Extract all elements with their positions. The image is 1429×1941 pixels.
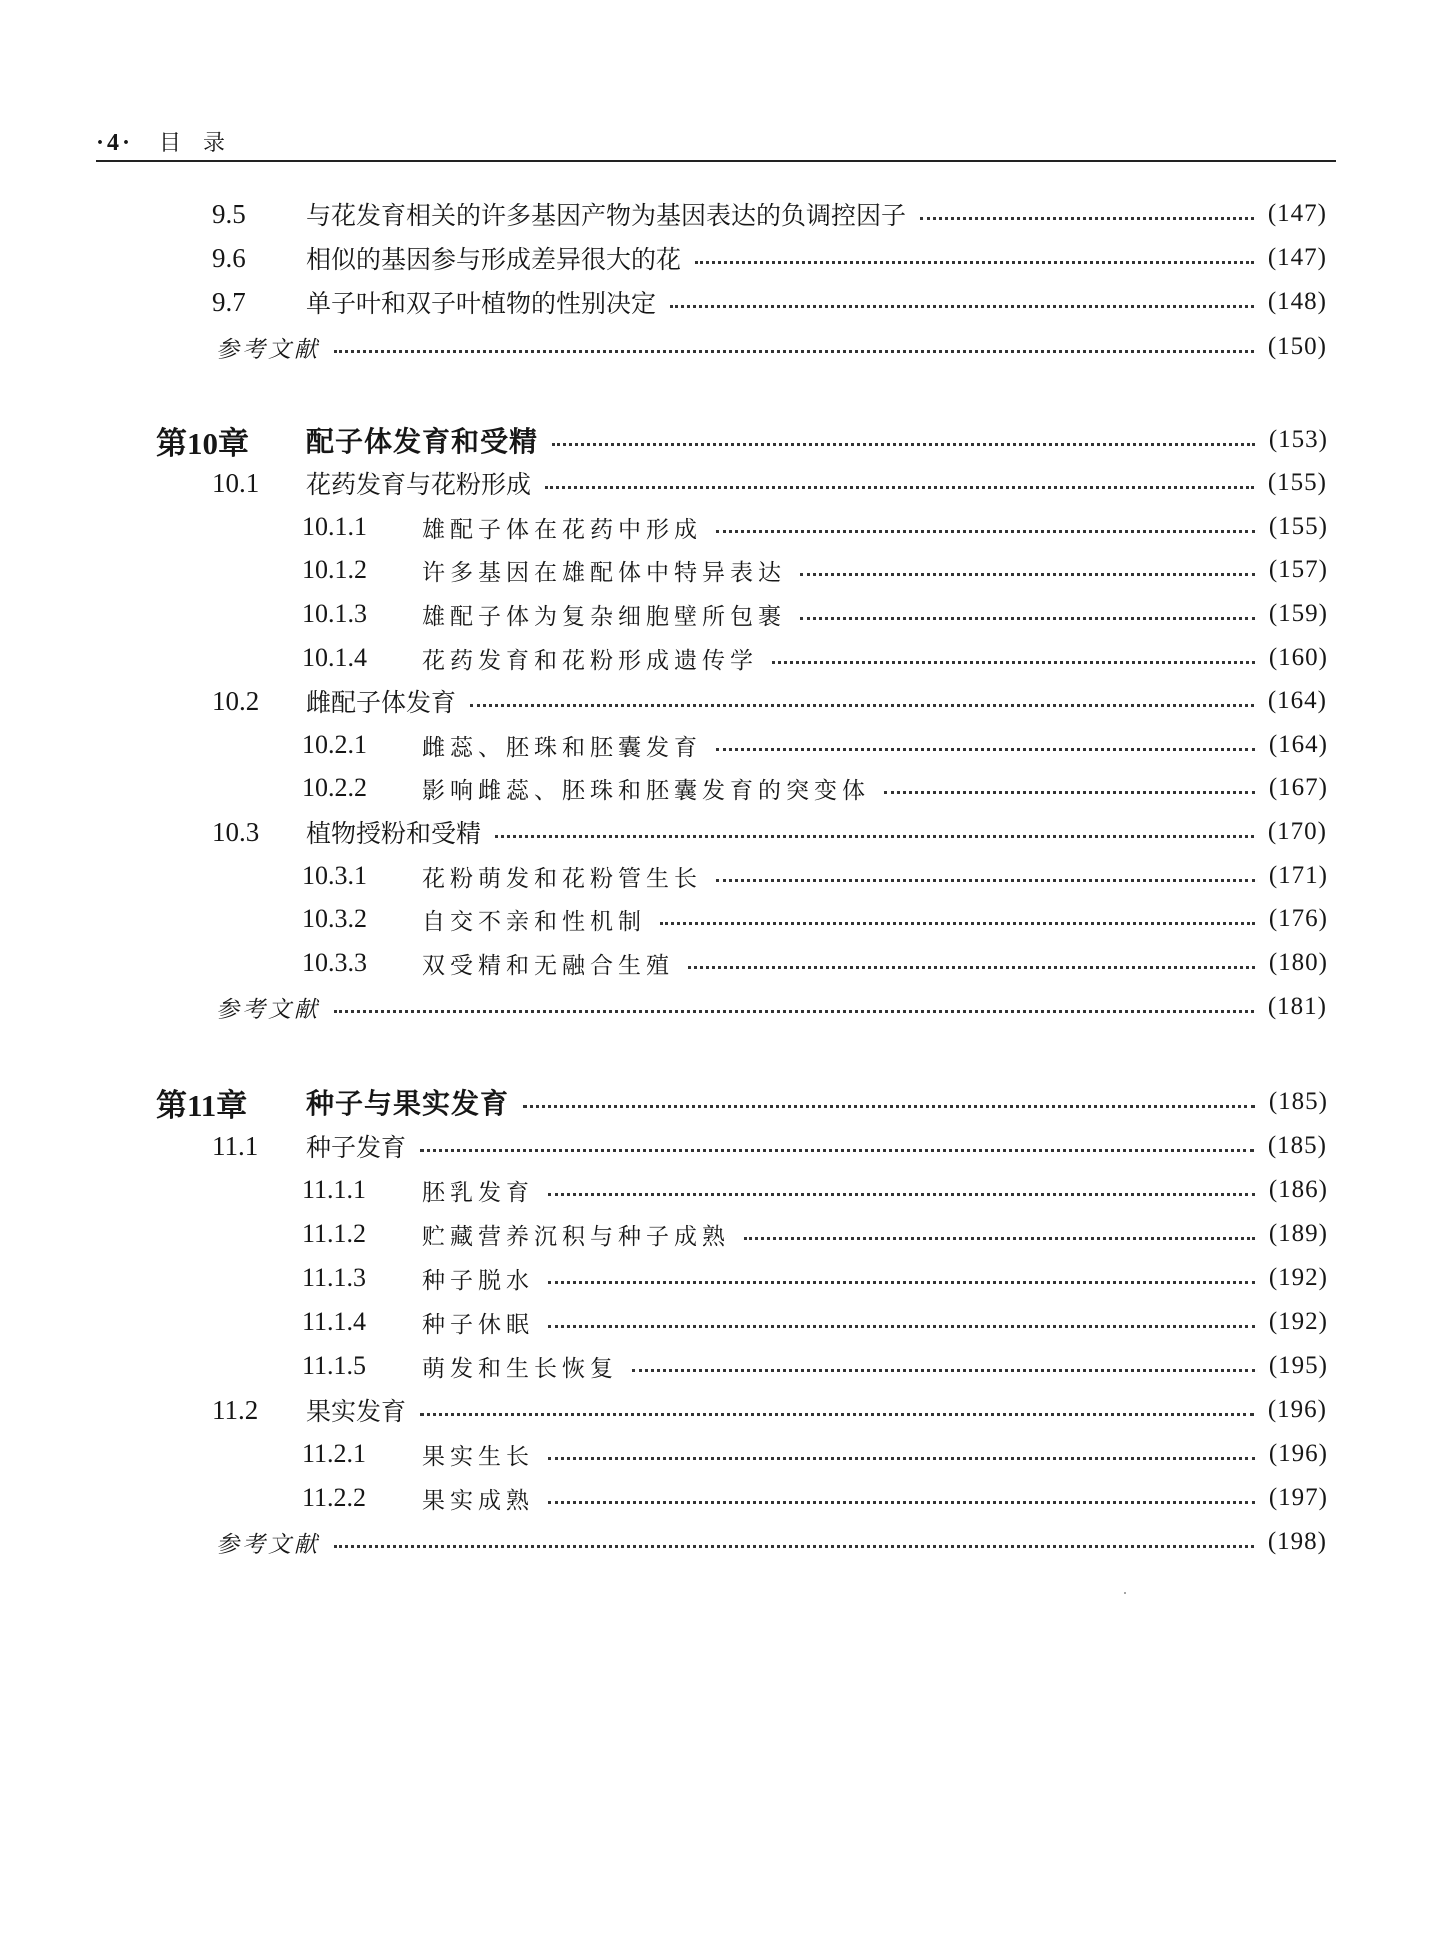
- dot-leader: [632, 1369, 1255, 1372]
- entry-page-number: (176): [1268, 905, 1328, 932]
- entry-title: 自交不亲和性机制: [422, 908, 646, 935]
- entry-page-number: (155): [1268, 513, 1328, 540]
- entry-title: 配子体发育和受精: [306, 425, 539, 458]
- entry-page-number: (185): [1267, 1132, 1327, 1159]
- entry-page-number: (196): [1268, 1440, 1328, 1467]
- entry-number: 10.2: [212, 685, 260, 716]
- entry-number: 11.2.2: [302, 1483, 367, 1512]
- toc-entry-section[interactable]: [212, 681, 1327, 721]
- dot-leader: [772, 661, 1255, 664]
- dot-leader: [744, 1237, 1255, 1240]
- entry-title: 果实成熟: [422, 1487, 534, 1514]
- toc-entry-section[interactable]: [212, 463, 1327, 503]
- entry-title: 花药发育与花粉形成: [306, 470, 532, 499]
- entry-title: 参考文献: [216, 336, 320, 363]
- entry-title: 花粉萌发和花粉管生长: [422, 865, 702, 892]
- entry-number: 10.2.1: [302, 730, 367, 759]
- dot-leader: [716, 879, 1255, 882]
- dot-leader: [552, 443, 1255, 446]
- page-number: ·4·: [96, 130, 134, 156]
- entry-page-number: (192): [1268, 1308, 1328, 1335]
- dot-leader: [548, 1501, 1255, 1504]
- entry-number: 10.1: [212, 467, 260, 498]
- dot-leader: [548, 1325, 1255, 1328]
- toc-entry-section[interactable]: [212, 194, 1327, 234]
- dot-leader: [670, 305, 1254, 308]
- toc-entry-sub[interactable]: [302, 1302, 1328, 1342]
- dot-leader: [545, 486, 1254, 489]
- entry-title: 许多基因在雄配体中特异表达: [422, 559, 786, 586]
- entry-number: 9.5: [212, 198, 246, 229]
- dot-leader: [884, 791, 1255, 794]
- dot-leader: [695, 261, 1254, 264]
- dot-leader: [548, 1193, 1255, 1196]
- toc-entry-section[interactable]: [212, 1126, 1327, 1166]
- toc-entry-sub[interactable]: [302, 507, 1328, 547]
- dot-leader: [495, 835, 1254, 838]
- toc-entry-ref[interactable]: [216, 327, 1327, 367]
- entry-title: 雌蕊、胚珠和胚囊发育: [422, 734, 702, 761]
- dot-leader: [420, 1413, 1254, 1416]
- entry-page-number: (197): [1268, 1484, 1328, 1511]
- entry-number: 10.1.3: [302, 599, 367, 628]
- entry-number: 10.3.3: [302, 948, 367, 977]
- entry-page-number: (171): [1268, 862, 1328, 889]
- toc-entry-sub[interactable]: [302, 1434, 1328, 1474]
- entry-page-number: (160): [1268, 644, 1328, 671]
- entry-title: 单子叶和双子叶植物的性别决定: [306, 289, 657, 318]
- entry-page-number: (167): [1268, 774, 1328, 801]
- toc-entry-sub[interactable]: [302, 1214, 1328, 1254]
- entry-number: 10.3.1: [302, 861, 367, 890]
- dot-leader: [334, 1545, 1254, 1548]
- entry-page-number: (195): [1268, 1352, 1328, 1379]
- toc-entry-sub[interactable]: [302, 768, 1328, 808]
- entry-title: 种子发育: [306, 1133, 407, 1162]
- toc-entry-sub[interactable]: [302, 1170, 1328, 1210]
- entry-number: 11.1.1: [302, 1175, 367, 1204]
- entry-page-number: (147): [1267, 200, 1327, 227]
- dot-leader: [334, 1010, 1254, 1013]
- entry-page-number: (164): [1268, 731, 1328, 758]
- entry-page-number: (155): [1267, 469, 1327, 496]
- entry-page-number: (185): [1268, 1088, 1328, 1115]
- entry-number: 10.3.2: [302, 904, 367, 933]
- dot-leader: [716, 748, 1255, 751]
- toc-entry-section[interactable]: [212, 282, 1327, 322]
- toc-entry-sub[interactable]: [302, 899, 1328, 939]
- toc-entry-sub[interactable]: [302, 943, 1328, 983]
- entry-page-number: (147): [1267, 244, 1327, 271]
- entry-title: 与花发育相关的许多基因产物为基因表达的负调控因子: [306, 201, 907, 230]
- entry-title: 植物授粉和受精: [306, 819, 482, 848]
- entry-number: 11.1.4: [302, 1307, 367, 1336]
- entry-page-number: (192): [1268, 1264, 1328, 1291]
- toc-entry-sub[interactable]: [302, 725, 1328, 765]
- entry-title: 种子与果实发育: [306, 1087, 510, 1120]
- entry-number: 11.1.5: [302, 1351, 367, 1380]
- toc-entry-ref[interactable]: [216, 987, 1327, 1027]
- entry-page-number: (170): [1267, 818, 1327, 845]
- entry-number: 第11章: [156, 1087, 248, 1123]
- entry-title: 相似的基因参与形成差异很大的花: [306, 245, 682, 274]
- entry-number: 9.6: [212, 242, 246, 273]
- toc-entry-sub[interactable]: [302, 1346, 1328, 1386]
- entry-number: 9.7: [212, 286, 246, 317]
- toc-entry-sub[interactable]: [302, 594, 1328, 634]
- page-header: [96, 126, 1336, 157]
- dot-leader: [800, 617, 1255, 620]
- toc-entry-chapter[interactable]: [156, 1082, 1328, 1122]
- entry-title: 贮藏营养沉积与种子成熟: [422, 1223, 730, 1250]
- toc-entry-chapter[interactable]: [156, 420, 1328, 460]
- entry-title: 萌发和生长恢复: [422, 1355, 618, 1382]
- dot-leader: [688, 966, 1255, 969]
- entry-page-number: (180): [1268, 949, 1328, 976]
- entry-page-number: (164): [1267, 687, 1327, 714]
- toc-entry-sub[interactable]: [302, 1478, 1328, 1518]
- dot-leader: [548, 1457, 1255, 1460]
- dot-leader: [920, 217, 1254, 220]
- entry-title: 果实发育: [306, 1397, 407, 1426]
- entry-number: 11.2: [212, 1394, 259, 1425]
- entry-title: 种子脱水: [422, 1267, 534, 1294]
- entry-title: 参考文献: [216, 1531, 320, 1558]
- entry-title: 双受精和无融合生殖: [422, 952, 674, 979]
- dot-leader: [716, 530, 1255, 533]
- dot-leader: [548, 1281, 1255, 1284]
- entry-number: 10.3: [212, 816, 260, 847]
- header-rule: [96, 160, 1336, 162]
- entry-number: 11.1.3: [302, 1263, 367, 1292]
- dot-leader: [470, 704, 1254, 707]
- entry-title: 雌配子体发育: [306, 688, 457, 717]
- entry-page-number: (196): [1267, 1396, 1327, 1423]
- entry-page-number: (148): [1267, 288, 1327, 315]
- toc-entry-section[interactable]: [212, 1390, 1327, 1430]
- entry-number: 10.1.1: [302, 512, 367, 541]
- entry-page-number: (153): [1268, 426, 1328, 453]
- entry-title: 影响雌蕊、胚珠和胚囊发育的突变体: [422, 777, 870, 804]
- scan-speck: [1124, 1592, 1126, 1594]
- entry-page-number: (198): [1267, 1528, 1327, 1555]
- dot-leader: [334, 350, 1254, 353]
- toc-entry-sub[interactable]: [302, 638, 1328, 678]
- entry-page-number: (150): [1267, 333, 1327, 360]
- toc-entry-section[interactable]: [212, 812, 1327, 852]
- running-title: 目录: [159, 131, 248, 156]
- entry-number: 10.2.2: [302, 773, 367, 802]
- entry-number: 11.1.2: [302, 1219, 367, 1248]
- toc-entry-sub[interactable]: [302, 550, 1328, 590]
- entry-title: 种子休眠: [422, 1311, 534, 1338]
- dot-leader: [660, 922, 1255, 925]
- dot-leader: [420, 1149, 1254, 1152]
- toc-entry-section[interactable]: [212, 238, 1327, 278]
- entry-page-number: (159): [1268, 600, 1328, 627]
- entry-title: 胚乳发育: [422, 1179, 534, 1206]
- entry-page-number: (186): [1268, 1176, 1328, 1203]
- entry-number: 第10章: [156, 425, 249, 461]
- dot-leader: [523, 1105, 1255, 1108]
- dot-leader: [800, 573, 1255, 576]
- entry-number: 10.1.2: [302, 555, 367, 584]
- entry-number: 11.2.1: [302, 1439, 367, 1468]
- entry-page-number: (157): [1268, 556, 1328, 583]
- entry-title: 雄配子体为复杂细胞壁所包裹: [422, 603, 786, 630]
- toc-entry-sub[interactable]: [302, 1258, 1328, 1298]
- entry-title: 雄配子体在花药中形成: [422, 516, 702, 543]
- entry-page-number: (189): [1268, 1220, 1328, 1247]
- entry-title: 参考文献: [216, 996, 320, 1023]
- toc-entry-ref[interactable]: [216, 1522, 1327, 1562]
- entry-page-number: (181): [1267, 993, 1327, 1020]
- entry-title: 果实生长: [422, 1443, 534, 1470]
- toc-entry-sub[interactable]: [302, 856, 1328, 896]
- entry-number: 11.1: [212, 1130, 259, 1161]
- entry-number: 10.1.4: [302, 643, 367, 672]
- entry-title: 花药发育和花粉形成遗传学: [422, 647, 758, 674]
